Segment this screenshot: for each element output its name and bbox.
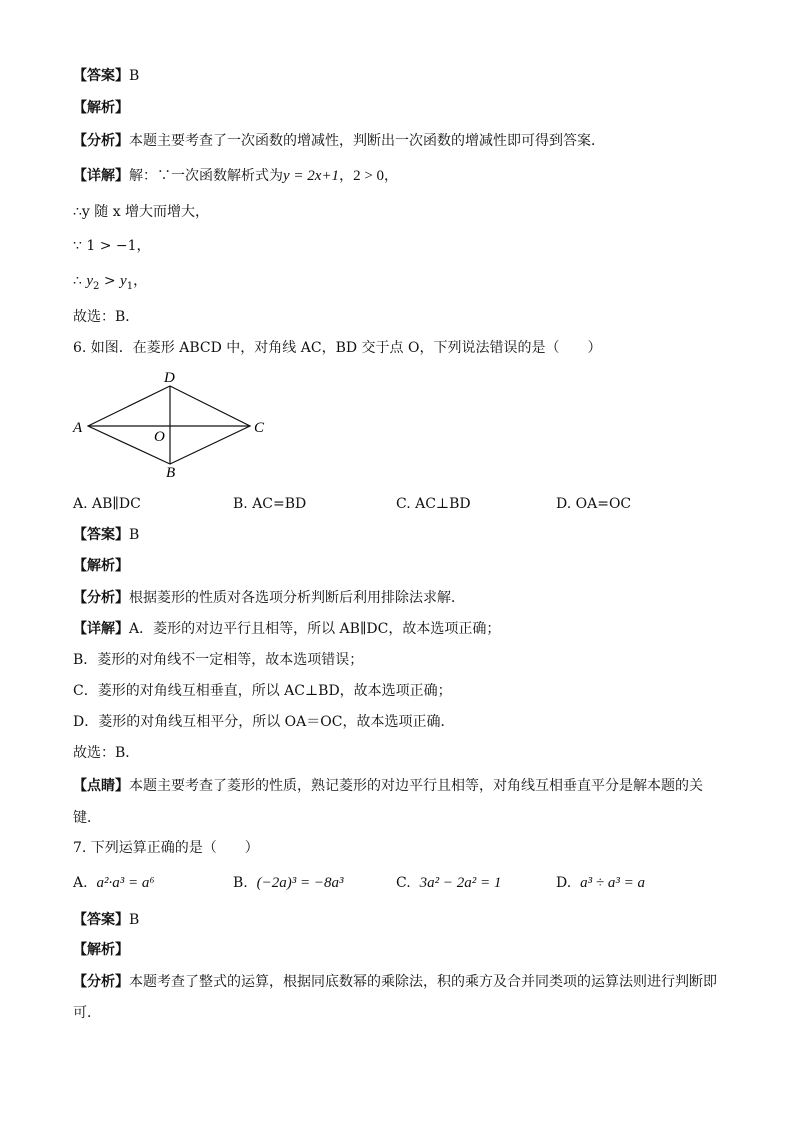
detail-a-text: A．菱形的对边平行且相等，所以 AB∥DC，故本选项正确； [129, 621, 501, 637]
fenxi-tag: 【分析】 [73, 974, 129, 990]
detail-tag: 【详解】 [73, 621, 129, 637]
step3-y2: y [86, 273, 94, 289]
label-b: B [166, 465, 176, 480]
step3-y1: y [120, 273, 127, 289]
answer-value: B [129, 68, 140, 84]
fenxi-text: 本题考查了整式的运算，根据同底数幂的乘除法，积的乘方及合并同类项的运算法则进行判断即 [129, 974, 717, 990]
label-c: C [254, 420, 265, 436]
q7-analysis-tag [73, 940, 129, 960]
q5-choice: 故选：B． [73, 309, 140, 325]
option-expr: a²·a³ = a⁶ [96, 875, 155, 891]
answer-tag: 【答案】 [73, 527, 129, 543]
rhombus-outline [88, 386, 250, 464]
label-a: A [73, 420, 83, 436]
q5-step2: ∵ 1 > −1， [73, 238, 151, 254]
q6-review-line1 [73, 776, 703, 796]
step3-sub1: 1 [126, 281, 134, 292]
q7-option-c [396, 873, 501, 893]
answer-tag: 【答案】 [73, 912, 129, 928]
q7-answer-line [73, 910, 139, 930]
option-expr: (−2a)³ = −8a³ [256, 875, 344, 891]
q6-option-d: D. OA=OC [556, 496, 632, 512]
fenxi-tag: 【分析】 [73, 133, 129, 149]
answer-tag: 【答案】 [73, 68, 129, 84]
analysis-tag: 【解析】 [73, 100, 129, 116]
review-tag: 【点睛】 [73, 778, 129, 794]
detail-prefix: 解：∵一次函数解析式为 [129, 168, 283, 184]
detail-expr2: 2 > 0 [353, 168, 385, 184]
q5-analysis-tag [73, 98, 129, 118]
fenxi-text: 根据菱形的性质对各选项分析判断后利用排除法求解． [129, 590, 465, 606]
option-label: D. [556, 875, 572, 891]
step3-prefix: ∴ [73, 273, 87, 289]
q5-fenxi-line [73, 131, 605, 151]
analysis-tag: 【解析】 [73, 942, 129, 958]
step3-sub2: 2 [93, 281, 100, 292]
q5-answer-line [73, 66, 139, 86]
q6-answer-line [73, 525, 139, 545]
q6-choice: 故选：B． [73, 745, 140, 761]
step3-gt: > [99, 273, 121, 289]
q7-option-b [233, 873, 344, 893]
detail-sep: ， [339, 168, 354, 184]
q7-fenxi-line1 [73, 972, 717, 992]
q6-review-line2: 键． [73, 810, 101, 826]
label-o: O [154, 429, 165, 445]
review-text: 本题主要考查了菱形的性质，熟记菱形的对边平行且相等，对角线互相垂直平分是解本题的关 [129, 778, 703, 794]
q7-stem: 7. 下列运算正确的是（ ） [73, 840, 259, 856]
q6-analysis-tag [73, 556, 129, 576]
option-label: C. [396, 875, 411, 891]
rhombus-diagram [70, 368, 280, 480]
q5-step1: ∴y 随 x 增大而增大， [73, 204, 210, 220]
q6-detail-c: C．菱形的对角线互相垂直，所以 AC⊥BD，故本选项正确； [73, 683, 452, 699]
q6-stem: 6. 如图．在菱形 ABCD 中，对角线 AC，BD 交于点 O，下列说法错误的是（ ） [73, 340, 602, 356]
fenxi-text: 本题主要考查了一次函数的增减性，判断出一次函数的增减性即可得到答案． [129, 133, 605, 149]
detail-end: ， [384, 168, 399, 184]
q6-option-b: B. AC=BD [233, 496, 307, 512]
q6-option-c: C. AC⊥BD [396, 496, 471, 512]
analysis-tag: 【解析】 [73, 558, 129, 574]
q6-fenxi-line [73, 588, 465, 608]
detail-expr1: y = 2x+1 [283, 168, 340, 184]
q6-detail-b: B．菱形的对角线不一定相等，故本选项错误； [73, 652, 364, 668]
option-expr: a³ ÷ a³ = a [580, 875, 645, 891]
answer-value: B [129, 912, 140, 928]
q7-fenxi-line2: 可． [73, 1005, 101, 1021]
label-d: D [164, 370, 175, 386]
step3-end: ， [133, 273, 148, 289]
q7-option-d [556, 873, 645, 893]
q7-option-a [73, 873, 155, 893]
option-label: B. [233, 875, 248, 891]
q6-detail-d: D．菱形的对角线互相平分，所以 OA＝OC，故本选项正确． [73, 714, 455, 730]
option-expr: 3a² − 2a² = 1 [419, 875, 502, 891]
q5-detail-line [73, 166, 398, 186]
q6-detail-a [73, 619, 500, 639]
q6-option-a: A. AB∥DC [73, 496, 141, 512]
option-label: A. [73, 875, 88, 891]
detail-tag: 【详解】 [73, 168, 129, 184]
answer-value: B [129, 527, 140, 543]
fenxi-tag: 【分析】 [73, 590, 129, 606]
q5-step3 [73, 271, 147, 297]
